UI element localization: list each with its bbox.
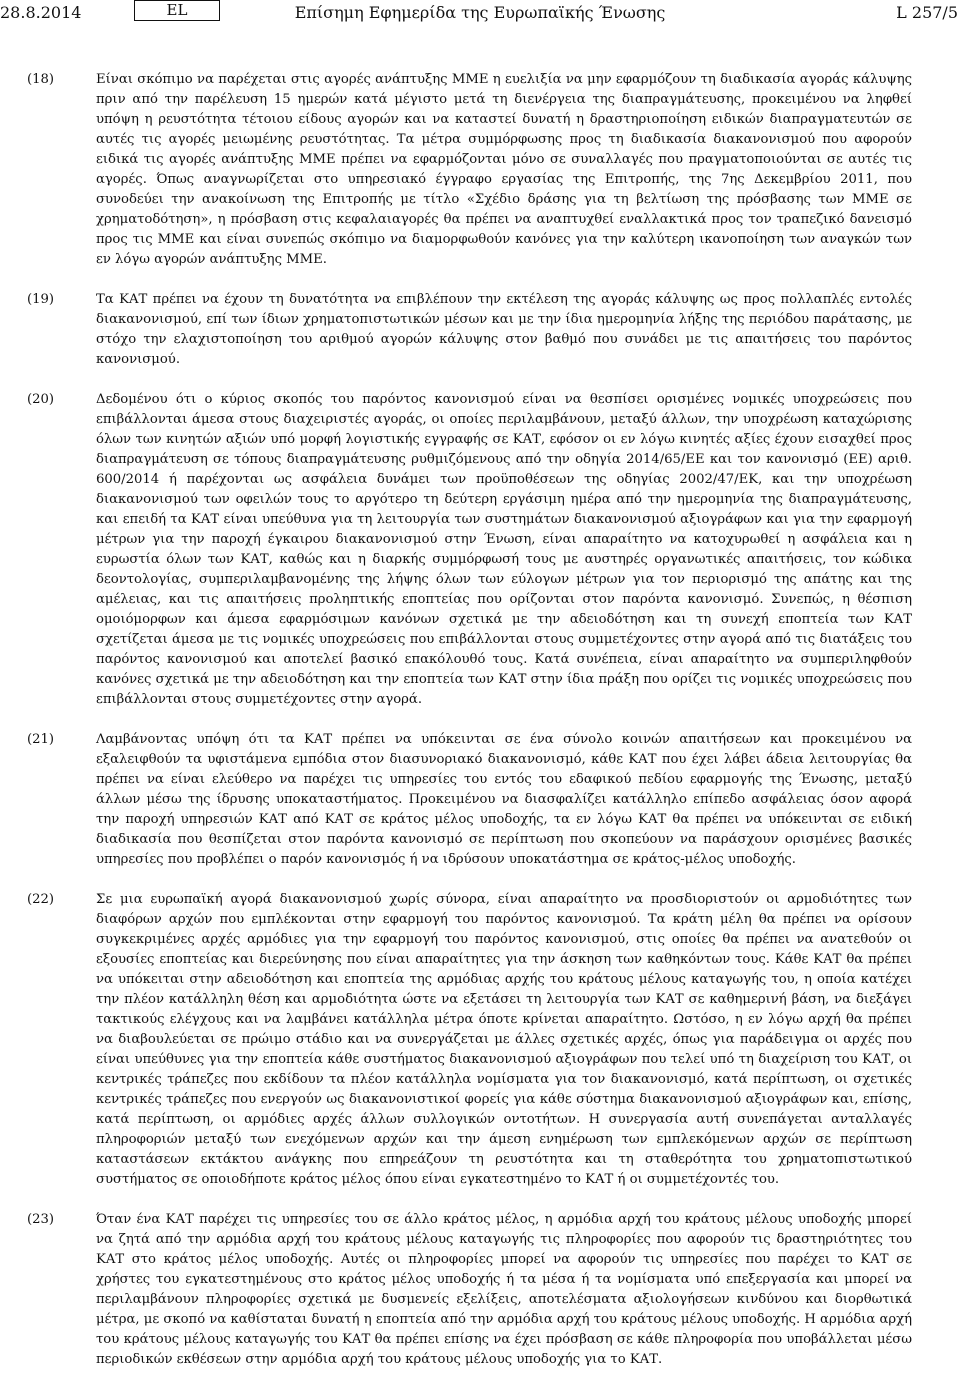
- publication-date: 28.8.2014: [0, 3, 82, 22]
- recital-text: Όταν ένα ΚΑΤ παρέχει τις υπηρεσίες του σε άλλο κράτος μέλος, η αρμόδια αρχή του κράτους μέλους υποδοχής μπορεί να ζητά από την αρμόδια αρχή του κράτους μέλους καταγωγής τις πληροφορίες που αφορούν τις δραστηριότητες του ΚΑΤ στο κράτος μέλος υποδοχής. Αυτές οι πληροφορίες μπορεί να αφορούν τις υπηρεσίες που παρέχει το ΚΑΤ σε χρήστες του εγκατεστημένους στο κράτος μέλος υποδοχής ή τα μέσα ή τα νομίσματα υπό επεξεργασία και μπορεί να περιλαμβάνουν πληροφορίες σχετικά με δυσμενείς εξελίξεις, αποτελέσματα αξιολογήσεων κινδύνου και διορθωτικά μέτρα, με σκοπό να καθίσταται δυνατή η εποπτεία από την αρμόδια αρχή του κράτους μέλους υποδοχής. Η αρμόδια αρχή του κράτους μέλους καταγωγής του ΚΑΤ θα πρέπει επίσης να έχει πρόσβαση σε κάθε πληροφορία που υποβάλλεται μέσω περιοδικών εκθέσεων στην αρμόδια αρχή του κράτους μέλους υποδοχής για το ΚΑΤ.: [96, 1212, 912, 1367]
- language-badge: EL: [134, 0, 220, 21]
- recital-20: [0, 390, 960, 710]
- recital-number: (18): [27, 72, 55, 87]
- journal-title: Επίσημη Εφημερίδα της Ευρωπαϊκής Ένωσης: [294, 3, 666, 22]
- recital-number: (19): [27, 292, 55, 307]
- page-header: [0, 0, 960, 34]
- recital-text: Λαμβάνοντας υπόψη ότι τα ΚΑΤ πρέπει να υπόκεινται σε ένα σύνολο κοινών απαιτήσεων και προκειμένου να εξαλειφθούν τα υφιστάμενα εμπόδια στον διασυνοριακό διακανονισμό, κάθε ΚΑΤ που έχει λάβει άδεια λειτουργίας θα πρέπει να είναι ελεύθερο να παρέχει τις υπηρεσίες του εντός του εδαφικού πεδίου εφαρμογής της Ένωσης, μεταξύ άλλων μέσω της ίδρυσης υποκαταστήματος. Προκειμένου να διασφαλίζει κατάλληλο επίπεδο ασφάλειας όσον αφορά την παροχή υπηρεσιών ΚΑΤ από ΚΑΤ σε κράτος μέλος υποδοχής, τα εν λόγω ΚΑΤ θα πρέπει να υπόκεινται σε ειδική διαδικασία που θεσπίζεται στον παρόντα κανονισμό σε περίπτωση που σκοπεύουν να παράσχουν ορισμένες βασικές υπηρεσίες που προβλέπει ο παρόν κανονισμός ή να ιδρύσουν υποκατάστημα σε κράτος-μέλος υποδοχής.: [96, 732, 912, 867]
- recital-text: Δεδομένου ότι ο κύριος σκοπός του παρόντος κανονισμού είναι να θεσπίσει ορισμένες νομικές υποχρεώσεις που επιβάλλονται άμεσα στους διαχειριστές αγοράς, οι οποίες περιλαμβάνουν, μεταξύ άλλων, την υποχρέωση καταχώρισης όλων των κινητών αξιών υπό μορφή λογιστικής εγγραφής σε ΚΑΤ, εφόσον οι εν λόγω κινητές αξίες έχουν εισαχθεί προς διαπραγμάτευση σε τόπους διαπραγμάτευσης ρυθμιζόμενους από την οδηγία 2014/65/ΕΕ και τον κανονισμό (ΕΕ) αριθ. 600/2014 ή παρέχονται ως ασφάλεια δυνάμει των προϋποθέσεων της οδηγίας 2002/47/ΕΚ, και την υποχρέωση διακανονισμού των οφειλών τους το αργότερο τη δεύτερη εργάσιμη ημέρα από την ημερομηνία της διαπραγμάτευσης, και επειδή τα ΚΑΤ είναι υπεύθυνα για τη λειτουργία των συστημάτων διακανονισμού αξιογράφων και για την εφαρμογή μέτρων για την παροχή έγκαιρου διακανονισμού στην Ένωση, είναι απαραίτητο να κατοχυρωθεί η ασφάλεια και η ευρωστία όλων των ΚΑΤ, καθώς και η διαρκής συμμόρφωσή τους με αυστηρές οργανωτικές απαιτήσεις, τον κώδικα δεοντολογίας, συμπεριλαμβανομένης της λήψης όλων των εύλογων μέτρων για τον περιορισμό της απάτης και της αμέλειας, και τις απαιτήσεις προληπτικής εποπτείας που ορίζονται στον παρόντα κανονισμό. Συνεπώς, η θέσπιση ομοιόμορφων και άμεσα εφαρμόσιμων κανόνων σχετικά με την αδειοδότηση και τη συνεχή εποπτεία των ΚΑΤ σχετίζεται άμεσα με τις νομικές υποχρεώσεις που επιβάλλονται στους συμμετέχοντες στην αγορά από τις διατάξεις του παρόντος κανονισμού και αποτελεί βασικό επακόλουθό τους. Κατά συνέπεια, είναι απαραίτητο να συμπεριληφθούν κανόνες σχετικά με την αδειοδότηση και την εποπτεία των ΚΑΤ στην ίδια πράξη που ορίζει τις νομικές υποχρεώσεις που επιβάλλονται στους συμμετέχοντες στην αγορά.: [96, 392, 912, 707]
- recital-number: (22): [27, 892, 55, 907]
- recital-18: [0, 70, 960, 270]
- recital-text: Τα ΚΑΤ πρέπει να έχουν τη δυνατότητα να επιβλέπουν την εκτέλεση της αγοράς κάλυψης ως προς πολλαπλές εντολές διακανονισμού, επί των ίδιων χρηματοπιστωτικών μέσων και με την ίδια ημερομηνία λήξης της περιόδου παράτασης, με στόχο την ελαχιστοποίηση του αριθμού αγορών κάλυψης στον βαθμό που συνάδει με τις απαιτήσεις του παρόντος κανονισμού.: [96, 292, 912, 367]
- page-number: L 257/5: [896, 3, 958, 22]
- recital-21: [0, 730, 960, 870]
- recital-number: (20): [27, 392, 55, 407]
- document-body: [0, 70, 960, 1390]
- recital-text: Σε μια ευρωπαϊκή αγορά διακανονισμού χωρίς σύνορα, είναι απαραίτητο να προσδιοριστούν οι αρμοδιότητες των διαφόρων αρχών που εμπλέκονται στην εφαρμογή του παρόντος κανονισμού. Τα κράτη μέλη θα πρέπει να ορίσουν συγκεκριμένες αρχές αρμόδιες για την εφαρμογή του παρόντος κανονισμού, στις οποίες θα πρέπει να ανατεθούν οι εξουσίες εποπτείας και διερεύνησης που είναι απαραίτητες για την άσκηση των καθηκόντων τους. Κάθε ΚΑΤ θα πρέπει να υπόκειται στην αδειοδότηση και εποπτεία της αρμόδιας αρχής του κράτους μέλους καταγωγής του, η οποία κατέχει την πλέον κατάλληλη θέση και αρμοδιότητα ώστε να εξετάσει τη λειτουργία των ΚΑΤ σε καθημερινή βάση, να διεξάγει τακτικούς ελέγχους και να λαμβάνει κατάλληλα μέτρα όποτε κρίνεται απαραίτητο. Ωστόσο, η εν λόγω αρχή θα πρέπει να διαβουλεύεται σε πρώιμο στάδιο και να συνεργάζεται με άλλες σχετικές αρχές, όπως για παράδειγμα οι αρχές που είναι υπεύθυνες για την εποπτεία κάθε συστήματος διακανονισμού αξιογράφων που τελεί υπό τη διαχείριση του ΚΑΤ, οι κεντρικές τράπεζες που εκδίδουν τα πλέον κατάλληλα νομίσματα για τον διακανονισμό, κατά περίπτωση, οι σχετικές κεντρικές τράπεζες που ενεργούν ως διακανονιστικοί φορείς για κάθε σύστημα διακανονισμού αξιογράφων και, επίσης, κατά περίπτωση, οι αρμόδιες αρχές άλλων συλλογικών οντοτήτων. Η συνεργασία αυτή συνεπάγεται ανταλλαγές πληροφοριών μεταξύ των ενεχόμενων αρχών και την άμεση ενημέρωση των εμπλεκόμενων αρχών σε περίπτωση καταστάσεων εκτάκτου ανάγκης που επηρεάζουν τη ρευστότητα και τη σταθερότητα του χρηματοπιστωτικού συστήματος σε οποιοδήποτε κράτος μέλος όπου είναι εγκατεστημένο το ΚΑΤ ή οι συμμετέχοντές του.: [96, 892, 912, 1187]
- recital-number: (23): [27, 1212, 55, 1227]
- recital-23: [0, 1210, 960, 1370]
- recital-number: (21): [27, 732, 55, 747]
- recital-19: [0, 290, 960, 370]
- recital-22: [0, 890, 960, 1190]
- recital-text: Είναι σκόπιμο να παρέχεται στις αγορές ανάπτυξης ΜΜΕ η ευελιξία να μην εφαρμόζουν τη διαδικασία αγοράς κάλυψης πριν από την παρέλευση 15 ημερών κατά μέγιστο μετά τη διενέργεια της διαπραγμάτευσης, προκειμένου να ληφθεί υπόψη η ρευστότητα τέτοιου είδους αγορών και να καταστεί δυνατή η δραστηριοποίηση ειδικών διαπραγματευτών σε αυτές τις αγορές μειωμένης ρευστότητας. Τα μέτρα συμμόρφωσης προς τη διαδικασία διακανονισμού που αφορούν ειδικά τις αγορές ανάπτυξης ΜΜΕ πρέπει να εφαρμόζονται μόνο σε συναλλαγές που πραγματοποιούνται σε αυτές τις αγορές. Όπως αναγνωρίζεται στο υπηρεσιακό έγγραφο εργασίας της Επιτροπής, της 7ης Δεκεμβρίου 2011, που συνοδεύει την ανακοίνωση της Επιτροπής με τίτλο «Σχέδιο δράσης για τη βελτίωση της πρόσβασης των ΜΜΕ σε χρηματοδότηση», η πρόσβαση στις κεφαλαιαγορές θα πρέπει να αναπτυχθεί εναλλακτικά προς τον τραπεζικό δανεισμό προς τις ΜΜΕ και είναι συνεπώς σκόπιμο να διαμορφωθούν κανόνες για την καλύτερη ικανοποίηση των αναγκών των εν λόγω αγορών ανάπτυξης ΜΜΕ.: [96, 72, 912, 267]
